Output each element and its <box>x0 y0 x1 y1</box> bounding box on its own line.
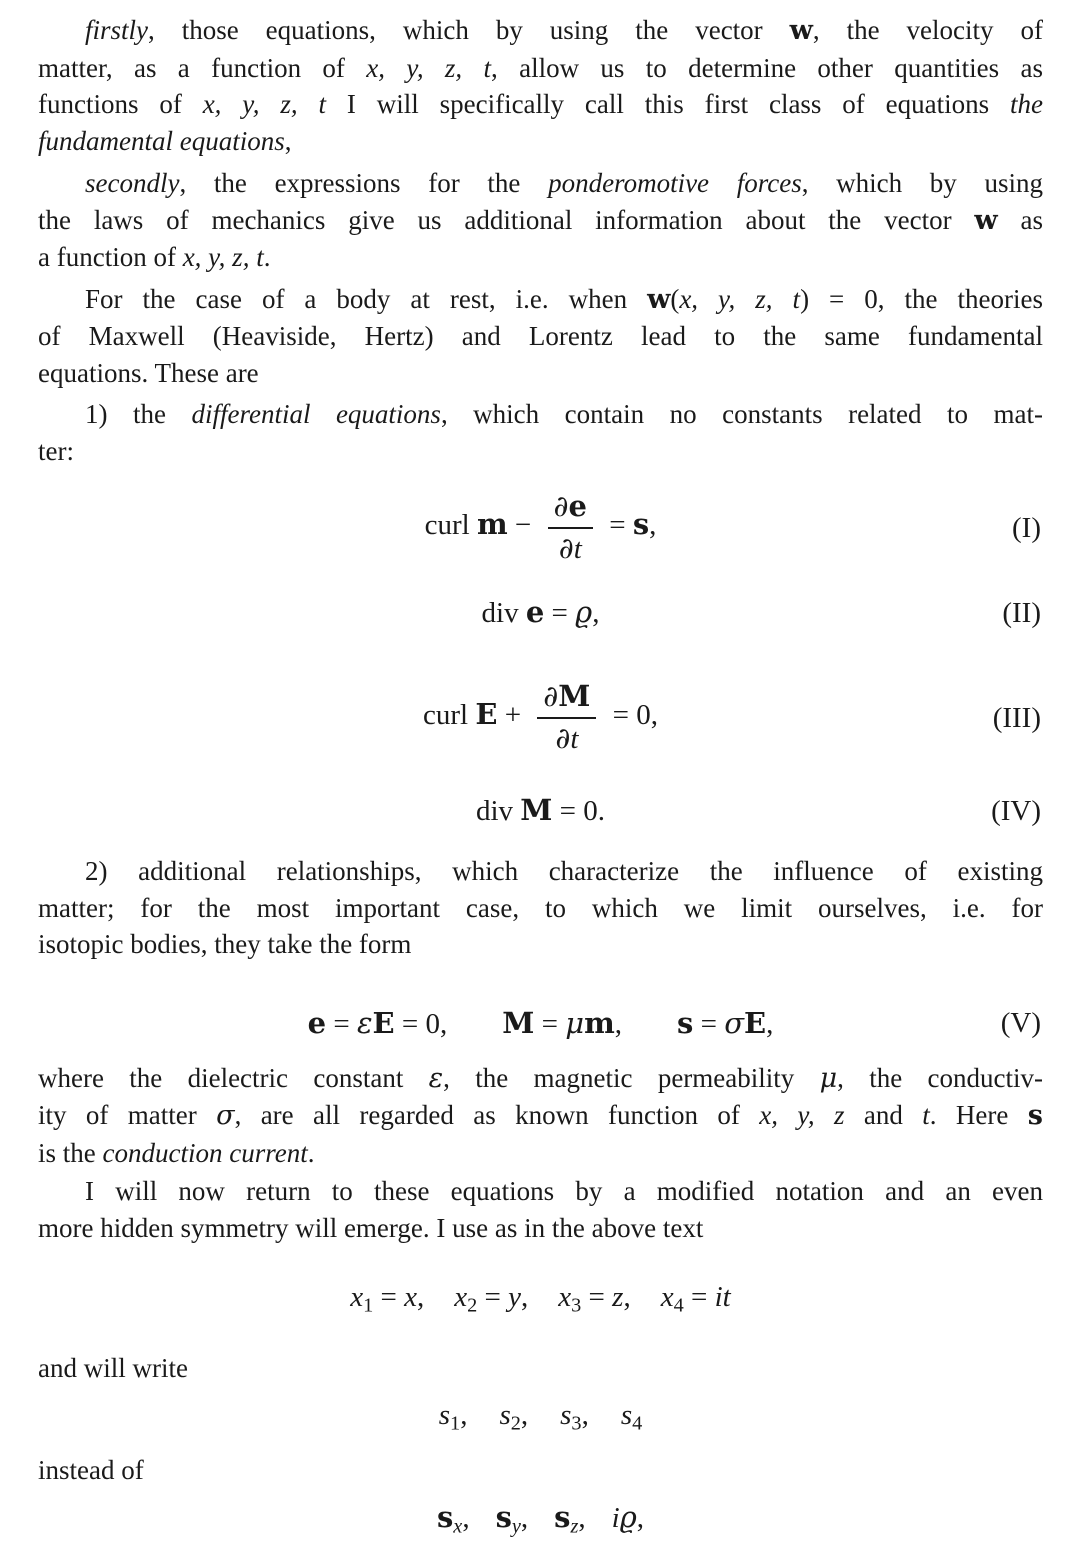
equation-V <box>38 1003 1043 1044</box>
text-run: it <box>714 1281 731 1313</box>
text-run: is the <box>38 1137 103 1168</box>
equation-IV-label: (IV) <box>991 794 1041 827</box>
equation-II-label: (II) <box>1002 596 1041 629</box>
text-run: , <box>462 1502 470 1535</box>
text-run: x <box>404 1281 418 1313</box>
math-group <box>661 1277 731 1326</box>
equation-III-label: (III) <box>992 701 1041 734</box>
math-group <box>612 1497 644 1538</box>
text-line <box>38 396 1043 433</box>
text-run: curl <box>424 509 477 542</box>
text-run: e <box>307 1005 327 1040</box>
text-run: x, y, z, t <box>366 52 492 83</box>
text-run: isotopic bodies, they take the form <box>38 929 412 959</box>
text-run: M <box>558 679 591 713</box>
equation-I-lhs <box>425 509 539 541</box>
math-group <box>437 1497 470 1547</box>
paragraph-dielectric-constant <box>38 1060 1043 1172</box>
text-run: s <box>620 1399 633 1432</box>
text-line <box>38 1173 1043 1210</box>
math-group <box>677 1003 773 1044</box>
text-run: div <box>481 597 526 629</box>
math-group <box>560 1395 589 1444</box>
text-run: . <box>263 242 271 272</box>
text-run: ponderomotive forces <box>548 168 802 198</box>
math-group <box>496 1497 529 1547</box>
text-run: s <box>495 1500 512 1535</box>
text-run: differential equations <box>191 399 441 429</box>
text-run: y <box>508 1281 522 1313</box>
fraction-numerator <box>537 679 596 717</box>
text-run: = <box>326 1007 357 1040</box>
text-run: t <box>922 1100 930 1130</box>
text-run: 2 <box>467 1294 478 1317</box>
text-run: m <box>476 507 508 542</box>
text-run: = <box>601 509 633 542</box>
text-run: x <box>558 1281 572 1313</box>
text-line <box>38 355 1043 392</box>
text-run: , <box>623 1281 631 1313</box>
text-run: For the case of a body at rest, i.e. when <box>85 283 648 314</box>
equation-IV-body <box>476 795 605 827</box>
text-run: more hidden symmetry will emerge. I use as in the above text <box>38 1212 704 1243</box>
text-run: z <box>612 1281 624 1313</box>
text-run: , <box>649 509 657 542</box>
text-run: , <box>636 1502 645 1535</box>
text-run: where the dielectric constant <box>38 1062 429 1093</box>
text-run: , which by using <box>801 168 1043 198</box>
text-run: = <box>373 1281 405 1313</box>
equation-IV <box>38 790 1043 831</box>
equation-I-label: (I) <box>1012 511 1041 544</box>
text-run: s <box>1027 1100 1043 1131</box>
math-group <box>439 1395 468 1444</box>
text-run: , the velocity of <box>812 15 1043 45</box>
text-run: 2 <box>510 1412 521 1435</box>
text-run: s <box>436 1500 454 1535</box>
text-run: equations. These are <box>38 357 259 388</box>
text-run: ∂ <box>543 679 559 713</box>
text-run: t <box>570 723 579 755</box>
text-run: , <box>766 1007 774 1040</box>
text-run: s <box>560 1399 572 1432</box>
line-instead-of <box>38 1452 1043 1489</box>
text-run: matter, as a function of <box>38 52 367 83</box>
equation-I <box>38 489 1043 566</box>
fraction <box>548 489 593 566</box>
text-line <box>38 1060 1043 1098</box>
text-run: y <box>511 1516 521 1539</box>
text-run: = <box>693 1007 725 1040</box>
text-run: μ <box>819 1062 838 1094</box>
equation-II <box>38 592 1043 633</box>
text-line <box>38 853 1043 890</box>
text-run: ) = 0, the theories <box>800 283 1043 314</box>
text-run: 1) the <box>85 399 192 429</box>
text-line <box>38 1097 1043 1135</box>
text-line <box>38 50 1043 87</box>
text-run: = <box>581 1281 613 1313</box>
math-group <box>554 1497 585 1547</box>
text-run: the <box>1010 89 1043 119</box>
text-run: I will now return to these equations by a modified notation and an even <box>85 1176 1043 1206</box>
text-run: σ <box>216 1100 235 1131</box>
text-run: s <box>499 1399 511 1432</box>
equation-V-body <box>308 1003 774 1044</box>
text-run: ε <box>356 1005 373 1040</box>
text-run: x, y, z, t <box>679 283 801 314</box>
text-line <box>38 86 1043 123</box>
text-run: a function of <box>38 242 183 272</box>
text-line <box>38 281 1043 319</box>
math-group <box>621 1395 642 1444</box>
text-line <box>38 433 1043 470</box>
text-run: E <box>475 697 498 732</box>
text-run: firstly <box>85 15 149 45</box>
text-run: ϱ <box>619 1500 637 1535</box>
text-run: = <box>544 597 576 629</box>
text-run: the laws of mechanics give us additional information about the vector <box>38 204 975 235</box>
math-group <box>502 1003 622 1044</box>
text-run: , are all regarded as known function of <box>234 1100 760 1130</box>
text-run: as <box>997 204 1043 235</box>
text-line <box>38 318 1043 355</box>
text-run: , <box>417 1281 425 1313</box>
text-run: and will write <box>38 1352 188 1383</box>
text-run: x <box>350 1281 364 1313</box>
text-run: conduction current <box>102 1137 308 1168</box>
text-run: functions of <box>38 89 203 119</box>
text-run: s <box>632 507 650 542</box>
text-line <box>38 202 1043 240</box>
text-line <box>38 123 1043 160</box>
math-group <box>454 1277 528 1326</box>
fraction-numerator <box>548 489 593 527</box>
fraction-denominator <box>548 527 593 566</box>
text-run: x, y, z <box>759 1100 845 1130</box>
text-run: , allow us to determine other quantities as <box>491 52 1044 83</box>
text-run: , <box>578 1502 586 1535</box>
text-run: ∂ <box>558 531 574 565</box>
text-run: ε <box>428 1062 444 1094</box>
text-run: instead of <box>38 1454 144 1485</box>
text-run: 3 <box>571 1294 582 1317</box>
text-run: secondly <box>85 168 180 198</box>
text-run: e <box>525 595 545 629</box>
paragraph-differential-equations <box>38 396 1043 469</box>
text-run: 4 <box>673 1294 684 1317</box>
text-run: = <box>534 1007 566 1040</box>
math-group <box>499 1395 528 1444</box>
display-coordinate-definitions <box>38 1277 1043 1326</box>
text-run: 1 <box>450 1412 461 1435</box>
text-run: I will specifically call this first class of equations <box>326 89 1010 119</box>
text-run: , <box>284 125 292 156</box>
paragraph-modified-notation <box>38 1173 1043 1246</box>
text-run: ( <box>670 283 680 314</box>
text-run: , <box>520 1502 529 1535</box>
text-line <box>38 926 1043 963</box>
text-run: 2) additional relationships, which characterize the influence of existing <box>85 856 1043 886</box>
text-line <box>38 12 1043 50</box>
text-run: , <box>592 597 600 629</box>
text-run: E <box>743 1005 767 1040</box>
text-run: , the conductiv- <box>837 1062 1043 1093</box>
equation-V-label: (V) <box>1000 1007 1041 1039</box>
text-line <box>38 165 1043 202</box>
text-run: x <box>660 1281 674 1313</box>
text-run: σ <box>724 1005 744 1040</box>
equation-II-body <box>482 597 600 629</box>
paragraph-firstly <box>38 12 1043 159</box>
text-run: i <box>611 1502 620 1535</box>
text-run: x, y, z, t <box>182 242 264 272</box>
text-run: x <box>454 1281 468 1313</box>
text-run: matter; for the most important case, to which we limit ourselves, i.e. for <box>38 892 1043 923</box>
text-run: ϱ <box>575 595 593 629</box>
text-run: , the magnetic permeability <box>443 1062 820 1093</box>
text-run: t <box>573 533 582 565</box>
text-run: s <box>677 1005 694 1040</box>
math-group <box>558 1277 630 1326</box>
equation-III-rhs <box>605 699 658 731</box>
text-run: , <box>520 1399 529 1432</box>
text-run: x, y, z, t <box>202 89 327 119</box>
text-run: s <box>554 1500 571 1535</box>
text-run: μ <box>565 1005 585 1040</box>
text-run: = <box>683 1281 715 1313</box>
text-run: , <box>521 1281 529 1313</box>
text-run: E <box>372 1005 395 1040</box>
paragraph-additional-relationships <box>38 853 1043 963</box>
text-run: = 0. <box>552 795 606 827</box>
text-line <box>38 1210 1043 1247</box>
text-run: + <box>497 699 529 732</box>
text-run: , <box>581 1399 589 1432</box>
text-run: , those equations, which by using the vector <box>148 15 790 45</box>
display-s-components <box>38 1395 1043 1444</box>
text-line <box>38 239 1043 276</box>
text-run: s <box>438 1399 451 1432</box>
text-run: M <box>520 793 553 827</box>
equation-III <box>38 679 1043 756</box>
display-s-old-notation <box>38 1497 1043 1547</box>
text-run: x <box>453 1516 463 1539</box>
text-run: of Maxwell (Heaviside, Hertz) and Lorentz lead to the same fundamental <box>38 321 1043 351</box>
paragraph-secondly <box>38 165 1043 276</box>
text-run: , which contain no constants related to mat- <box>440 399 1043 429</box>
text-run: . <box>307 1137 315 1168</box>
equation-III-lhs <box>423 699 528 731</box>
text-run: − <box>507 509 539 542</box>
text-run: w <box>789 15 813 46</box>
text-run: , <box>460 1399 468 1432</box>
text-run: ∂ <box>553 489 569 523</box>
text-run: ity of matter <box>38 1100 217 1130</box>
fraction <box>537 679 596 756</box>
math-group <box>350 1277 424 1326</box>
text-run: M <box>502 1005 535 1040</box>
text-run: = 0, <box>394 1007 448 1040</box>
equation-I-rhs <box>602 509 656 541</box>
text-run: m <box>584 1005 615 1040</box>
text-run: and <box>844 1100 923 1130</box>
math-group <box>308 1003 448 1044</box>
text-run: e <box>568 489 587 523</box>
text-run: ∂ <box>555 721 571 755</box>
text-run: 3 <box>571 1412 582 1435</box>
text-run: z <box>570 1516 579 1539</box>
text-run: 1 <box>363 1294 374 1317</box>
paragraph-body-at-rest <box>38 281 1043 392</box>
text-run: , <box>614 1007 622 1040</box>
text-run: . Here <box>929 1100 1028 1130</box>
text-run: 4 <box>632 1412 643 1435</box>
text-run: = <box>477 1281 509 1313</box>
text-run: fundamental equations <box>38 125 285 156</box>
text-run: div <box>475 795 521 827</box>
text-run: , the expressions for the <box>179 168 549 198</box>
text-line <box>38 1135 1043 1172</box>
text-run: w <box>647 283 671 315</box>
fraction-denominator <box>537 717 596 756</box>
text-line <box>38 890 1043 927</box>
text-run: ter: <box>38 435 74 466</box>
line-and-will-write <box>38 1350 1043 1387</box>
text-run: w <box>974 204 998 236</box>
text-run: = 0, <box>605 699 659 732</box>
text-run: curl <box>422 699 476 732</box>
